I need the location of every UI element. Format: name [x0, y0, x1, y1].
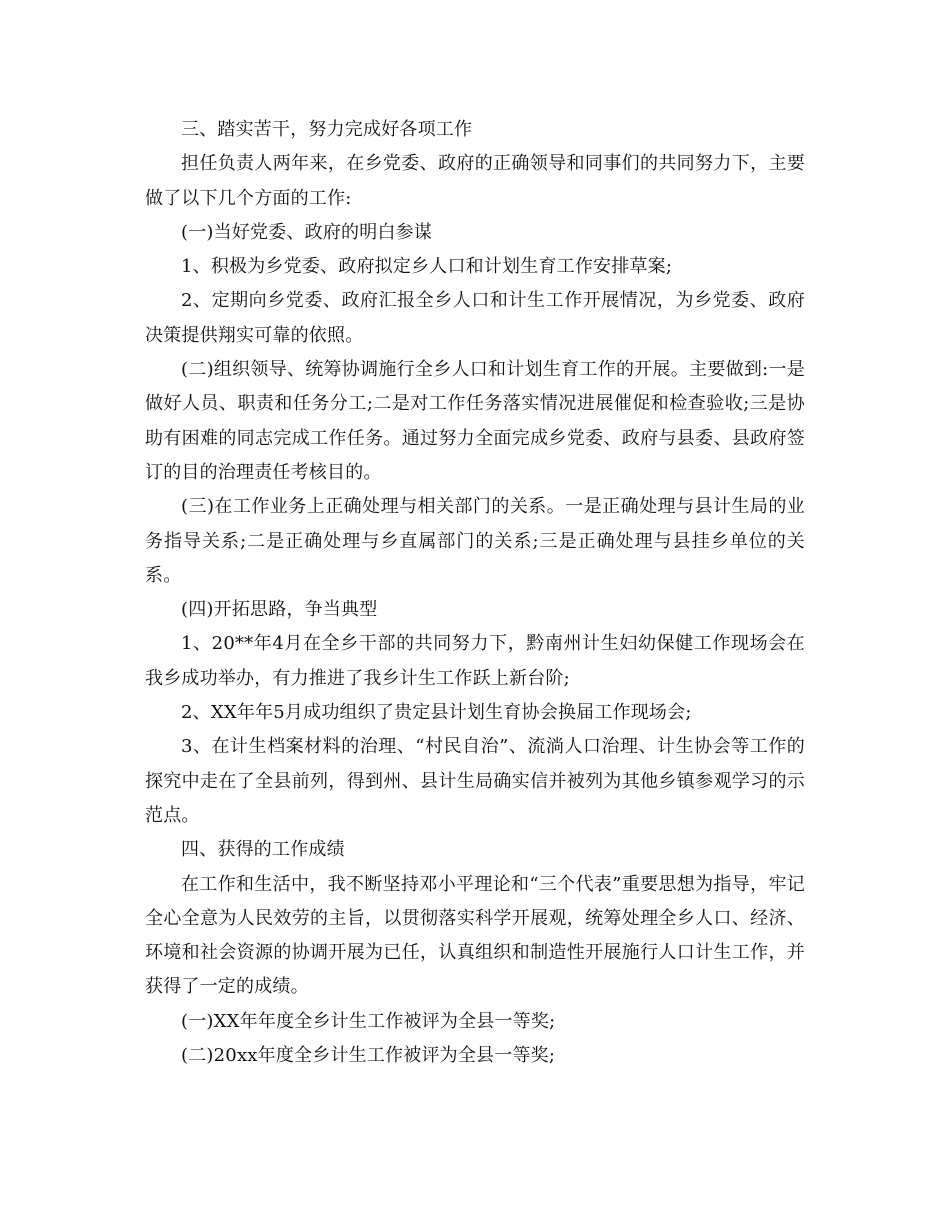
award-item: (二)20xx年度全乡计生工作被评为全县一等奖; [181, 1045, 556, 1067]
list-item: 2、XX年年5月成功组织了贵定县计划生育协会换届工作现场会; [181, 702, 692, 724]
intro-paragraph: 担任负责人两年来，在乡党委、政府的正确领导和同事们的共同努力下，主要做了以下几个方面的工作: [145, 153, 805, 209]
body-paragraph: 在工作和生活中，我不断坚持邓小平理论和“三个代表”重要思想为指导，牢记全心全意为人民效劳的主旨，以贯彻落实科学开展观，统筹处理全乡人口、经济、环境和社会资源的协调开展为已任，认真组织和制造性开展施行人口计生工作，并获得了一定的成绩。 [145, 873, 805, 998]
subheading-1: (一)当好党委、政府的明白参谋 [181, 221, 433, 243]
list-item: 1、积极为乡党委、政府拟定乡人口和计划生育工作安排草案; [181, 256, 673, 278]
body-paragraph: (三)在工作业务上正确处理与相关部门的关系。一是正确处理与县计生局的业务指导关系;二是正确处理与乡直属部门的关系;三是正确处理与县挂乡单位的关系。 [145, 496, 805, 586]
document-body [145, 113, 805, 1073]
list-item: 3、在计生档案材料的治理、“村民自治”、流淌人口治理、计生协会等工作的探究中走在了全县前列，得到州、县计生局确实信并被列为其他乡镇参观学习的示范点。 [145, 736, 805, 826]
list-item: 2、定期向乡党委、政府汇报全乡人口和计生工作开展情况，为乡党委、政府决策提供翔实可靠的依照。 [145, 290, 805, 346]
body-paragraph: (二)组织领导、统筹协调施行全乡人口和计划生育工作的开展。主要做到:一是做好人员、职责和任务分工;二是对工作任务落实情况进展催促和检查验收;三是协助有困难的同志完成工作任务。通过努力全面完成乡党委、政府与县委、县政府签订的目的治理责任考核目的。 [145, 359, 805, 483]
section-heading-3: 三、踏实苦干，努力完成好各项工作 [181, 119, 473, 140]
subheading-4: (四)开拓思路，争当典型 [181, 599, 378, 621]
section-heading-4: 四、获得的工作成绩 [181, 839, 345, 861]
award-item: (一)XX年年度全乡计生工作被评为全县一等奖; [181, 1010, 556, 1032]
list-item: 1、20**年4月在全乡干部的共同努力下，黔南州计生妇幼保健工作现场会在我乡成功举办，有力推进了我乡计生工作跃上新台阶; [145, 633, 805, 689]
